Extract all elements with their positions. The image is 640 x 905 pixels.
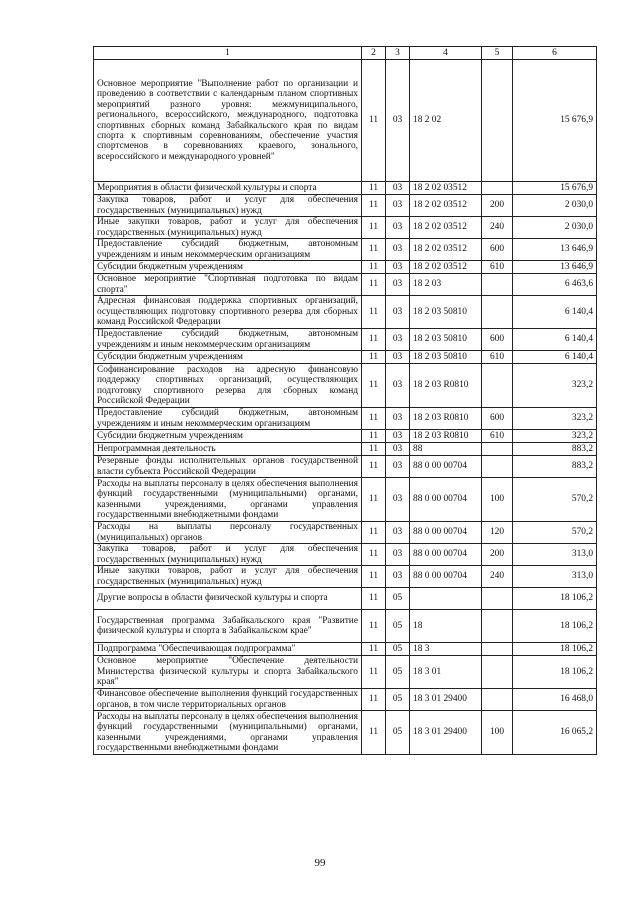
subsection-cell: 03 — [386, 351, 410, 364]
section-cell: 11 — [362, 261, 386, 274]
target-code-cell: 18 2 02 — [410, 60, 482, 182]
subsection-cell: 03 — [386, 408, 410, 430]
expense-type-cell — [482, 296, 513, 329]
target-code-cell: 18 3 01 29400 — [410, 689, 482, 711]
amount-cell: 313,0 — [513, 544, 597, 566]
target-code-cell: 88 0 00 00704 — [410, 566, 482, 588]
expense-type-cell — [482, 443, 513, 456]
table-row — [94, 456, 597, 478]
target-code-cell: 88 0 00 00704 — [410, 544, 482, 566]
subsection-cell: 03 — [386, 430, 410, 443]
table-row — [94, 443, 597, 456]
expense-type-cell: 100 — [482, 478, 513, 522]
table-row — [94, 544, 597, 566]
section-cell: 11 — [362, 274, 386, 296]
amount-cell: 323,2 — [513, 364, 597, 408]
expense-type-cell: 240 — [482, 566, 513, 588]
expense-type-cell: 600 — [482, 239, 513, 261]
section-cell: 11 — [362, 364, 386, 408]
table-row — [94, 364, 597, 408]
column-header: 3 — [386, 47, 410, 60]
target-code-cell: 18 2 02 03512 — [410, 217, 482, 239]
section-cell: 11 — [362, 329, 386, 351]
subsection-cell: 05 — [386, 610, 410, 643]
row-name-cell: Субсидии бюджетным учреждениям — [94, 351, 362, 364]
expense-type-cell — [482, 364, 513, 408]
target-code-cell — [410, 588, 482, 610]
expense-type-cell — [482, 643, 513, 656]
row-name-cell: Подпрограмма "Обеспечивающая подпрограмма" — [94, 643, 362, 656]
row-name-cell: Предоставление субсидий бюджетным, автономным учреждениям и иным некоммерческим организациям — [94, 329, 362, 351]
table-row — [94, 588, 597, 610]
expense-type-cell: 610 — [482, 261, 513, 274]
expense-type-cell — [482, 588, 513, 610]
expense-type-cell: 610 — [482, 430, 513, 443]
target-code-cell: 18 2 03 R0810 — [410, 430, 482, 443]
row-name-cell: Субсидии бюджетным учреждениям — [94, 261, 362, 274]
amount-cell: 323,2 — [513, 408, 597, 430]
target-code-cell: 88 — [410, 443, 482, 456]
target-code-cell: 88 0 00 00704 — [410, 456, 482, 478]
expense-type-cell: 200 — [482, 195, 513, 217]
subsection-cell: 05 — [386, 656, 410, 689]
section-cell: 11 — [362, 566, 386, 588]
row-name-cell: Резервные фонды исполнительных органов государственной власти субъекта Российской Федерации — [94, 456, 362, 478]
target-code-cell: 18 2 02 03512 — [410, 239, 482, 261]
row-name-cell: Софинансирование расходов на адресную финансовую поддержку спортивных организаций, осуществляющих подготовку спортивного резерва для сборных команд Российской Федерации — [94, 364, 362, 408]
row-name-cell: Основное мероприятие "Выполнение работ по организации и проведению в соответствии с календарным планом спортивных мероприятий разного уровня: межмуниципального, регионального, всероссийского, международного, подготовка спортивных сборных команд Забайкальского края по видам спорта к спортивным соревнованиям, обеспечение участия спортсменов в соревнованиях краевого, зонального, всероссийского и международного уровней" — [94, 60, 362, 182]
row-name-cell: Основное мероприятие "Спортивная подготовка по видам спорта" — [94, 274, 362, 296]
row-name-cell: Иные закупки товаров, работ и услуг для обеспечения государственных (муниципальных) нужд — [94, 217, 362, 239]
target-code-cell: 88 0 00 00704 — [410, 478, 482, 522]
column-header: 4 — [410, 47, 482, 60]
row-name-cell: Субсидии бюджетным учреждениям — [94, 430, 362, 443]
section-cell: 11 — [362, 522, 386, 544]
table-row — [94, 239, 597, 261]
target-code-cell: 18 2 03 50810 — [410, 296, 482, 329]
section-cell: 11 — [362, 408, 386, 430]
amount-cell: 6 140,4 — [513, 296, 597, 329]
expense-type-cell: 100 — [482, 711, 513, 755]
section-cell: 11 — [362, 610, 386, 643]
row-name-cell: Расходы на выплаты персоналу государственных (муниципальных) органов — [94, 522, 362, 544]
section-cell: 11 — [362, 456, 386, 478]
row-name-cell: Закупка товаров, работ и услуг для обеспечения государственных (муниципальных) нужд — [94, 195, 362, 217]
amount-cell: 323,2 — [513, 430, 597, 443]
target-code-cell: 18 3 01 29400 — [410, 711, 482, 755]
section-cell: 11 — [362, 478, 386, 522]
amount-cell: 18 106,2 — [513, 610, 597, 643]
expense-type-cell: 120 — [482, 522, 513, 544]
table-row — [94, 182, 597, 195]
section-cell: 11 — [362, 351, 386, 364]
amount-cell: 2 030,0 — [513, 195, 597, 217]
subsection-cell: 03 — [386, 364, 410, 408]
table-row — [94, 60, 597, 182]
section-cell: 11 — [362, 656, 386, 689]
section-cell: 11 — [362, 182, 386, 195]
target-code-cell: 18 — [410, 610, 482, 643]
subsection-cell: 03 — [386, 195, 410, 217]
amount-cell: 2 030,0 — [513, 217, 597, 239]
subsection-cell: 05 — [386, 711, 410, 755]
subsection-cell: 03 — [386, 522, 410, 544]
subsection-cell: 03 — [386, 274, 410, 296]
expense-type-cell: 200 — [482, 544, 513, 566]
target-code-cell: 18 3 — [410, 643, 482, 656]
row-name-cell: Финансовое обеспечение выполнения функций государственных органов, в том числе территориальных органов — [94, 689, 362, 711]
expense-type-cell — [482, 610, 513, 643]
table-row — [94, 217, 597, 239]
subsection-cell: 05 — [386, 643, 410, 656]
column-header: 6 — [513, 47, 597, 60]
table-row — [94, 522, 597, 544]
amount-cell: 15 676,9 — [513, 60, 597, 182]
expense-type-cell — [482, 274, 513, 296]
target-code-cell: 18 2 03 R0810 — [410, 364, 482, 408]
expense-type-cell — [482, 182, 513, 195]
section-cell: 11 — [362, 643, 386, 656]
table-row — [94, 351, 597, 364]
row-name-cell: Мероприятия в области физической культуры и спорта — [94, 182, 362, 195]
table-row — [94, 610, 597, 643]
target-code-cell: 18 2 02 03512 — [410, 195, 482, 217]
amount-cell: 883,2 — [513, 443, 597, 456]
column-header: 5 — [482, 47, 513, 60]
table-row — [94, 478, 597, 522]
table-header-row — [94, 47, 597, 60]
amount-cell: 313,0 — [513, 566, 597, 588]
row-name-cell: Закупка товаров, работ и услуг для обеспечения государственных (муниципальных) нужд — [94, 544, 362, 566]
expense-type-cell — [482, 656, 513, 689]
section-cell: 11 — [362, 195, 386, 217]
amount-cell: 883,2 — [513, 456, 597, 478]
amount-cell: 6 140,4 — [513, 351, 597, 364]
section-cell: 11 — [362, 239, 386, 261]
table-row — [94, 656, 597, 689]
section-cell: 11 — [362, 443, 386, 456]
subsection-cell: 03 — [386, 329, 410, 351]
table-row — [94, 261, 597, 274]
amount-cell: 18 106,2 — [513, 656, 597, 689]
budget-table — [93, 46, 597, 755]
table-row — [94, 430, 597, 443]
target-code-cell: 18 2 03 50810 — [410, 329, 482, 351]
subsection-cell: 03 — [386, 60, 410, 182]
row-name-cell: Предоставление субсидий бюджетным, автономным учреждениям и иным некоммерческим организациям — [94, 408, 362, 430]
table-row — [94, 195, 597, 217]
target-code-cell: 18 3 01 — [410, 656, 482, 689]
section-cell: 11 — [362, 430, 386, 443]
subsection-cell: 03 — [386, 478, 410, 522]
expense-type-cell: 240 — [482, 217, 513, 239]
row-name-cell: Другие вопросы в области физической культуры и спорта — [94, 588, 362, 610]
subsection-cell: 03 — [386, 566, 410, 588]
amount-cell: 13 646,9 — [513, 261, 597, 274]
amount-cell: 570,2 — [513, 522, 597, 544]
row-name-cell: Непрограммная деятельность — [94, 443, 362, 456]
row-name-cell: Расходы на выплаты персоналу в целях обеспечения выполнения функций государственными (муниципальными) органами, казенными учреждениями, органами управления государственными внебюджетными фондами — [94, 478, 362, 522]
expense-type-cell — [482, 60, 513, 182]
amount-cell: 18 106,2 — [513, 588, 597, 610]
expense-type-cell: 600 — [482, 408, 513, 430]
target-code-cell: 18 2 03 — [410, 274, 482, 296]
table-row — [94, 296, 597, 329]
amount-cell: 13 646,9 — [513, 239, 597, 261]
section-cell: 11 — [362, 296, 386, 329]
expense-type-cell — [482, 689, 513, 711]
subsection-cell: 05 — [386, 588, 410, 610]
section-cell: 11 — [362, 217, 386, 239]
table-row — [94, 689, 597, 711]
row-name-cell: Основное мероприятие "Обеспечение деятельности Министерства физической культуры и спорта Забайкальского края" — [94, 656, 362, 689]
target-code-cell: 18 2 03 50810 — [410, 351, 482, 364]
expense-type-cell — [482, 456, 513, 478]
column-header: 2 — [362, 47, 386, 60]
amount-cell: 6 463,6 — [513, 274, 597, 296]
section-cell: 11 — [362, 588, 386, 610]
amount-cell: 16 468,0 — [513, 689, 597, 711]
table-row — [94, 329, 597, 351]
expense-type-cell: 610 — [482, 351, 513, 364]
subsection-cell: 03 — [386, 217, 410, 239]
amount-cell: 16 065,2 — [513, 711, 597, 755]
row-name-cell: Предоставление субсидий бюджетным, автономным учреждениям и иным некоммерческим организациям — [94, 239, 362, 261]
row-name-cell: Государственная программа Забайкальского края "Развитие физической культуры и спорта в Забайкальском крае" — [94, 610, 362, 643]
table-row — [94, 643, 597, 656]
subsection-cell: 03 — [386, 296, 410, 329]
table-row — [94, 566, 597, 588]
subsection-cell: 03 — [386, 456, 410, 478]
subsection-cell: 05 — [386, 689, 410, 711]
subsection-cell: 03 — [386, 544, 410, 566]
row-name-cell: Иные закупки товаров, работ и услуг для обеспечения государственных (муниципальных) нужд — [94, 566, 362, 588]
subsection-cell: 03 — [386, 182, 410, 195]
table-row — [94, 274, 597, 296]
amount-cell: 18 106,2 — [513, 643, 597, 656]
amount-cell: 570,2 — [513, 478, 597, 522]
row-name-cell: Адресная финансовая поддержка спортивных организаций, осуществляющих подготовку спортивного резерва для сборных команд Российской Федерации — [94, 296, 362, 329]
subsection-cell: 03 — [386, 239, 410, 261]
subsection-cell: 03 — [386, 443, 410, 456]
subsection-cell: 03 — [386, 261, 410, 274]
target-code-cell: 18 2 02 03512 — [410, 182, 482, 195]
page-number: 99 — [314, 857, 326, 869]
section-cell: 11 — [362, 544, 386, 566]
target-code-cell: 18 2 03 R0810 — [410, 408, 482, 430]
table-row — [94, 711, 597, 755]
row-name-cell: Расходы на выплаты персоналу в целях обеспечения выполнения функций государственными (муниципальными) органами, казенными учреждениями, органами управления государственными внебюджетными фондами — [94, 711, 362, 755]
section-cell: 11 — [362, 711, 386, 755]
section-cell: 11 — [362, 689, 386, 711]
table-row — [94, 408, 597, 430]
target-code-cell: 18 2 02 03512 — [410, 261, 482, 274]
amount-cell: 15 676,9 — [513, 182, 597, 195]
amount-cell: 6 140,4 — [513, 329, 597, 351]
expense-type-cell: 600 — [482, 329, 513, 351]
column-header: 1 — [94, 47, 362, 60]
section-cell: 11 — [362, 60, 386, 182]
target-code-cell: 88 0 00 00704 — [410, 522, 482, 544]
